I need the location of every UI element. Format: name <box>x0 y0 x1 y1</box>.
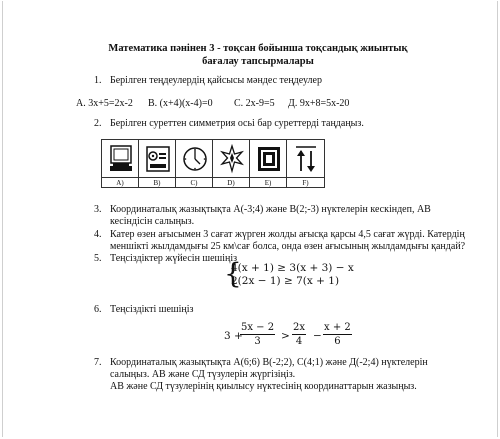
computer-icon <box>109 144 133 174</box>
question-text-line-1: Координаталық жазықтықта А(6;6) В(-2;2), С(4;1) және Д(-2;4) нүктелерін <box>110 357 428 368</box>
question-text: Теңсіздікті шешіңіз <box>110 304 194 315</box>
question-7 <box>94 357 428 369</box>
question-number: 1. <box>94 75 102 86</box>
figure-cell-a <box>102 140 139 187</box>
question-7-line-2: салыңыз. АВ және СД түзулерін жүргізіңіз. <box>110 369 296 380</box>
question-text: Берілген суреттен симметрия осьі бар суреттерді таңдаңыз. <box>110 118 364 129</box>
figure-label: E) <box>250 177 286 188</box>
worksheet-page <box>2 1 498 437</box>
option-a: А. 3x+5=2x-2 <box>76 98 133 109</box>
page-title: Математика пәнінен 3 - тоқсан бойынша тоқсандық жиынтық бағалау тапсырмалары <box>108 43 408 67</box>
fraction-numerator: 2x <box>293 322 306 333</box>
fraction-numerator: 5x − 2 <box>241 322 275 333</box>
clock-icon <box>183 144 207 174</box>
inequality-1: 4(x + 1) ≥ 3(x + 3) − x <box>231 262 354 274</box>
figure-label: B) <box>139 177 175 188</box>
symmetry-figures-table <box>101 139 325 188</box>
system-brace: { <box>224 257 242 290</box>
option-d: Д. 9x+8=5x-20 <box>288 98 350 109</box>
fraction-1 <box>240 321 275 348</box>
option-c: С. 2x-9=5 <box>234 98 275 109</box>
question-7-line-3: АВ және СД түзулерінің қиылысу нүктесінің координаттарын жазыңыз. <box>110 381 417 392</box>
question-number: 4. <box>94 229 102 240</box>
term-lead: 3 + <box>224 330 243 342</box>
question-2 <box>94 118 364 130</box>
question-5 <box>94 253 237 265</box>
figure-label: C) <box>176 177 212 188</box>
question-text-line-1: Координаталық жазықтықта А(-3;4) және В(2;-3) нүктелерін кескіндеп, АВ <box>110 204 431 215</box>
figure-label: F) <box>287 177 324 188</box>
figure-cell-d <box>213 140 250 187</box>
inequality-2: 2(2x − 1) ≥ 7(x + 1) <box>231 275 340 287</box>
greater-than-sign: > <box>281 330 290 342</box>
nested-squares-icon <box>257 144 281 174</box>
question-1 <box>94 75 322 87</box>
question-number: 2. <box>94 118 102 129</box>
question-6 <box>94 304 193 316</box>
fraction-2 <box>292 321 306 348</box>
question-text: Берілген теңдеулердің қайсысы мәндес теңдеулер <box>110 75 322 86</box>
figure-cell-f <box>287 140 324 187</box>
figure-cell-b <box>139 140 176 187</box>
figure-label: D) <box>213 177 249 188</box>
question-4 <box>94 229 465 241</box>
question-3-line-2: кесіндісін салыңыз. <box>110 216 195 227</box>
minus-sign: − <box>313 330 322 342</box>
inequality-system <box>231 262 354 288</box>
figure-cell-c <box>176 140 213 187</box>
question-3 <box>94 204 431 216</box>
arrows-icon <box>294 144 318 174</box>
question-4-line-2: меншікті жылдамдығы 25 км\сағ болса, онда өзен ағысының жылдамдығы қандай? <box>110 241 466 252</box>
figure-label: A) <box>102 177 138 188</box>
option-b: В. (x+4)(x-4)=0 <box>148 98 213 109</box>
fraction-3 <box>323 321 352 348</box>
fraction-denominator: 3 <box>254 336 261 347</box>
fraction-denominator: 6 <box>334 336 341 347</box>
question-number: 3. <box>94 204 102 215</box>
question-text-line-1: Катер өзен ағысымен 3 сағат жүрген жолды ағысқа қарсы 4,5 сағат жүрді. Катердің <box>110 229 465 240</box>
question-number: 5. <box>94 253 102 264</box>
figure-cell-e <box>250 140 287 187</box>
cassette-player-icon <box>146 144 170 174</box>
star-icon <box>220 144 244 174</box>
question-text: Теңсіздіктер жүйесін шешіңіз <box>110 253 238 264</box>
fraction-denominator: 4 <box>295 336 303 347</box>
question-number: 7. <box>94 357 102 368</box>
fraction-numerator: x + 2 <box>324 322 351 333</box>
question-number: 6. <box>94 304 102 315</box>
